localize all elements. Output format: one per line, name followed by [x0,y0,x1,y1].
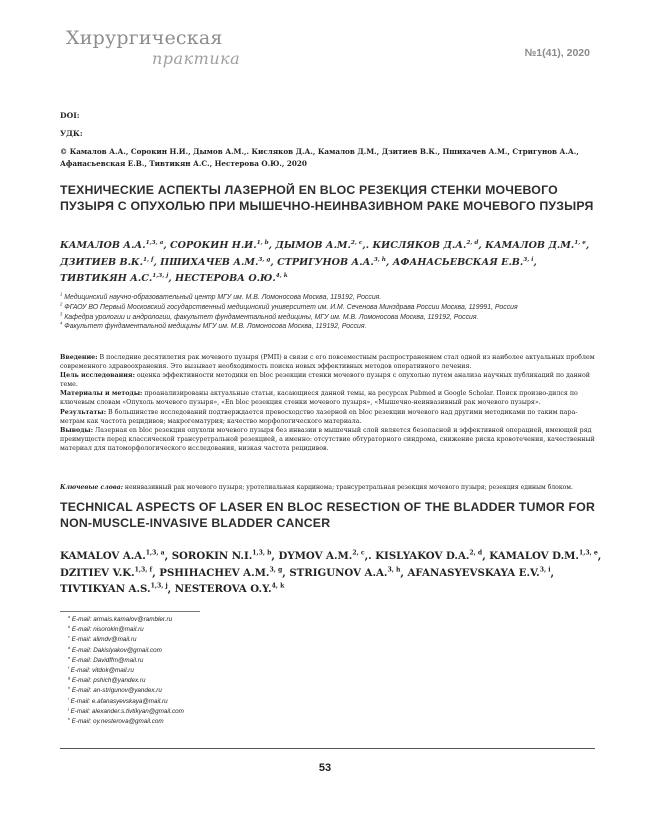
affiliation-number: 3 [60,311,63,317]
email-key: d [68,645,71,650]
author-entry [60,567,159,579]
author-affiliation-marks: 2, c [350,239,363,246]
journal-logo-line1: Хирургическая [66,27,223,49]
email-row [68,676,368,686]
author-name: СОРОКИН Н.И. [170,240,257,251]
affiliation-text: Медицинский научно-образовательный центр МГУ им. М.В. Ломоносова Москва, 119192, Россия. [64,294,382,301]
author-entry [172,550,279,562]
author-name: АФАНАСЬЕВСКАЯ Е.В. [392,256,524,268]
abstract-section-label: Результаты: [60,408,107,416]
udk-label: УДК: [60,129,83,138]
affiliation-text: ФГАОУ ВО Первый Московский государственный медицинский университет им. И.М. Сеченова Минздрава России Москва, 119991, Россия [64,303,518,311]
affiliation-item [60,293,590,303]
author-name: КАМАЛОВ А.А. [60,240,146,251]
author-entry [408,567,555,579]
email-key: b [68,625,71,630]
author-name: TIVTIKYAN A.S. [60,583,151,595]
author-affiliation-marks: 3, h [387,566,401,574]
email-text: E-mail: alimdv@mail.ru [71,636,137,644]
email-text: E-mail: an-strigunov@yandex.ru [71,687,162,695]
author-separator: , [163,240,170,251]
author-name: STRIGUNOV A.A. [289,566,388,579]
author-affiliation-marks: 4, k [275,272,288,279]
author-name: KAMALOV D.M. [489,550,579,562]
author-affiliation-marks: 1, e [574,239,586,246]
affiliation-number: 4 [60,321,63,327]
author-affiliation-marks: 3, i [539,566,551,574]
keywords-text: неинвазивный рак мочевого пузыря; уротелиальная карцинома; трансуретральная резекция мочевого пузыря; резекция единым блоком. [122,484,573,491]
issue-number: №1(41), 2020 [524,47,590,59]
author-entry [393,257,537,268]
author-separator: , [153,256,161,268]
email-key: i [68,696,69,701]
doi-label: DOI: [60,111,80,120]
email-key: j [68,706,69,711]
author-entry [60,240,170,251]
keywords-ru [60,483,595,492]
author-affiliation-marks: 1, b [256,239,269,246]
email-key: a [68,614,71,619]
email-text: E-mail: Dakislyakov@gmail.com [71,646,162,654]
author-affiliation-marks: 1,3, a [145,549,165,557]
author-affiliation-marks: 3, g [258,256,271,263]
author-entry [289,567,407,579]
email-key: c [68,635,70,640]
author-separator: , [585,240,590,251]
email-row [68,686,368,696]
email-key: g [68,676,71,681]
author-entry [159,567,289,579]
author-separator: , [550,566,555,579]
author-separator: , [597,550,602,562]
authors-ru [60,238,600,288]
abstract-section [60,389,595,407]
affiliation-number: 1 [60,291,63,297]
author-separator: , [533,256,537,268]
email-key: k [68,716,70,721]
author-name: KAMALOV A.A. [60,550,146,562]
copyright-line: © Камалов А.А., Сорокин Н.И., Дымов А.М.,. Кисляков Д.А., Камалов Д.М., Дзитиев В.К., Пшихачев А.М., Стригунов А.А., Афанасьевская Е.В., Тивтикян А.С., Нестерова О.Ю., 2020 [60,147,579,168]
authors-en [60,548,605,598]
author-affiliation-marks: 3, h [373,256,386,263]
abstract-section-text: В большинстве исследований подтверждается превосходство лазерной en bloc резекции мочевого над другими методиками по таким пара-метрам как частота рецидивов; макрогематурия; качество морфологического материала. [60,408,578,425]
author-name: ПШИХАЧЕВ А.М. [160,256,259,268]
author-entry [175,273,288,284]
author-separator: , [168,273,176,284]
author-name: СТРИГУНОВ А.А. [277,256,374,268]
author-affiliation-marks: 1,3, e [578,549,598,557]
email-key: h [68,686,71,691]
email-row [68,615,368,625]
author-name: ДЗИТИЕВ В.К. [60,256,143,268]
author-separator: , [167,583,175,595]
email-text: E-mail: armais.kamalov@rambler.ru [71,616,173,623]
footnote-divider [60,611,200,612]
email-row [68,635,368,645]
abstract-section [60,353,595,371]
email-row [68,625,368,635]
abstract-section-text: Лазерная en bloc резекция опухоли мочевого пузыря без инвазии в мышечный слой является безопасной и эффективной операцией, имеющей ряд преимуществ перед классической трансуретральной резекцией, а именно: отсутствие обтураторного синдрома, снижение риска кровотечения, качественный материал для патоморфологического исследования, низкая частота рецидивов. [60,426,595,452]
abstract-section-label: Введение: [60,354,98,361]
author-entry [279,550,376,562]
author-entry [60,257,160,268]
author-separator: , [164,550,172,562]
author-affiliation-marks: 3, g [269,566,283,574]
author-separator: , [282,566,290,579]
keywords-label: Ключевые слова: [60,484,123,491]
author-affiliation-marks: 1,3, a [145,239,164,246]
author-name: AFANASYEVSKAYA E.V. [407,566,540,579]
abstract-section-text: В последние десятилетия рак мочевого пузыря (РМП) в связи с его повсеместным распространением стал одной из наиболее актуальных проблем современного здравоохранения. Это вызывает необходимость поиска новых эффективных методов оперативного лечения. [60,354,595,371]
author-entry [489,550,601,562]
author-entry [170,240,275,251]
email-footnotes [68,615,368,727]
affiliation-item [60,313,590,323]
author-separator: , [152,566,160,579]
article-title-ru: ТЕХНИЧЕСКИЕ АСПЕКТЫ ЛАЗЕРНОЙ EN BLOC РЕЗЕКЦИЯ СТЕНКИ МОЧЕВОГО ПУЗЫРЯ С ОПУХОЛЬЮ ПРИ МЫШЕЧНО-НЕИНВАЗИВНОМ РАКЕ МОЧЕВОГО ПУЗЫРЯ [60,183,594,213]
abstract-section [60,426,595,453]
author-affiliation-marks: 2, d [469,549,483,557]
author-entry [175,583,285,595]
author-separator: ,. [362,240,373,251]
email-row [68,697,368,707]
email-text: E-mail: alexander.s.tivtikyan@gmail.com [70,707,184,715]
affiliation-text: Кафедра урологии и андрологии, факультет фундаментальной медицины, МГУ им. М.В. Ломоносова Москва, 119192, Россия. [64,313,479,321]
footer-divider [60,748,595,749]
author-separator: , [478,240,486,251]
email-text: E-mail: nisorokin@mail.ru [71,626,144,634]
abstract-section-label: Материалы и методы: [60,390,143,398]
email-text: E-mail: oy.nesterova@gmail.com [71,718,164,726]
journal-logo [66,27,241,82]
email-row [68,707,368,717]
author-entry [160,257,277,268]
email-row [68,666,368,676]
author-affiliation-marks: 1, f [143,256,154,263]
affiliation-text: Факультет фундаментальной медицины МГУ им. М.В. Ломоносова Москва, 119192, Россия. [64,323,367,331]
author-name: ТИВТИКЯН А.С. [60,273,153,284]
abstract-ru [60,353,595,453]
abstract-section [60,371,595,389]
author-entry [60,550,172,562]
author-name: ДЫМОВ А.М. [275,240,351,251]
email-row [68,717,368,727]
author-separator: , [270,256,278,268]
author-name: SOROKIN N.I. [171,550,253,562]
author-separator: , [268,240,276,251]
author-affiliation-marks: 1,3, b [252,549,272,557]
author-entry [485,240,589,251]
email-text: E-mail: vitdok@mail.ru [70,667,134,675]
author-name: DYMOV A.M. [278,550,353,562]
abstract-section-text: оценка эффективности методики en bloc резекции стенки мочевого пузыря с опухолью путем анализа научных публикаций по данной теме. [60,372,590,389]
email-key: e [68,655,71,660]
author-name: NESTEROVA O.Y. [174,583,272,595]
author-affiliation-marks: 2, d [466,239,479,246]
email-text: E-mail: pshich@yandex.ru [71,677,146,685]
author-separator: ,. [364,550,376,562]
journal-logo-line2: практика [152,49,241,68]
email-row [68,646,368,656]
author-name: PSHIHACHEV A.M. [159,566,270,579]
author-affiliation-marks: 1,3, f [134,566,153,574]
author-entry [277,257,393,268]
affiliation-item [60,303,590,313]
article-title-en: TECHNICAL ASPECTS OF LASER EN BLOC RESECTION OF THE BLADDER TUMOR FOR NON-MUSCLE-INVASIVE BLADDER CANCER [60,500,596,530]
author-separator: , [400,566,408,579]
author-name: KISLYAKOV D.A. [375,550,470,562]
abstract-section-label: Выводы: [60,426,94,434]
email-text: E-mail: Davidffm@mail.ru [71,656,144,664]
author-name: КИСЛЯКОВ Д.А. [372,240,467,251]
abstract-section-text: проанализированы актуальные статьи, касающиеся данной темы, на ресурсах Pubmed и Google Scholar. Поиск произво-дился по ключевым словам «Опухоль мочевого пузыря», «En bloc резекция стенки мочевого пузыря», «Мышечно-неинвазивный рак мочевого пузыря». [60,390,578,407]
page-number: 53 [318,762,332,774]
author-affiliation-marks: 1,3, j [150,582,168,590]
author-name: НЕСТЕРОВА О.Ю. [175,273,276,284]
author-separator: , [271,550,279,562]
author-affiliation-marks: 2, c [352,549,365,557]
affiliation-number: 2 [60,301,63,307]
author-entry [275,240,372,251]
affiliation-item [60,322,590,332]
author-affiliation-marks: 4, k [271,582,285,590]
affiliations-list [60,293,590,332]
author-entry [60,583,175,595]
author-name: КАМАЛОВ Д.М. [485,240,575,251]
author-separator: , [482,550,490,562]
email-row [68,656,368,666]
abstract-section [60,408,595,426]
author-entry [375,550,489,562]
author-affiliation-marks: 1,3, j [152,272,169,279]
author-entry [60,273,175,284]
author-separator: , [385,256,393,268]
abstract-section-label: Цель исследования: [60,372,135,380]
author-name: DZITIEV V.K. [60,566,135,579]
email-key: f [68,665,70,670]
author-affiliation-marks: 3, i [523,256,534,263]
author-entry [372,240,485,251]
email-text: E-mail: e.afanasyevskaya@mail.ru [70,697,168,705]
